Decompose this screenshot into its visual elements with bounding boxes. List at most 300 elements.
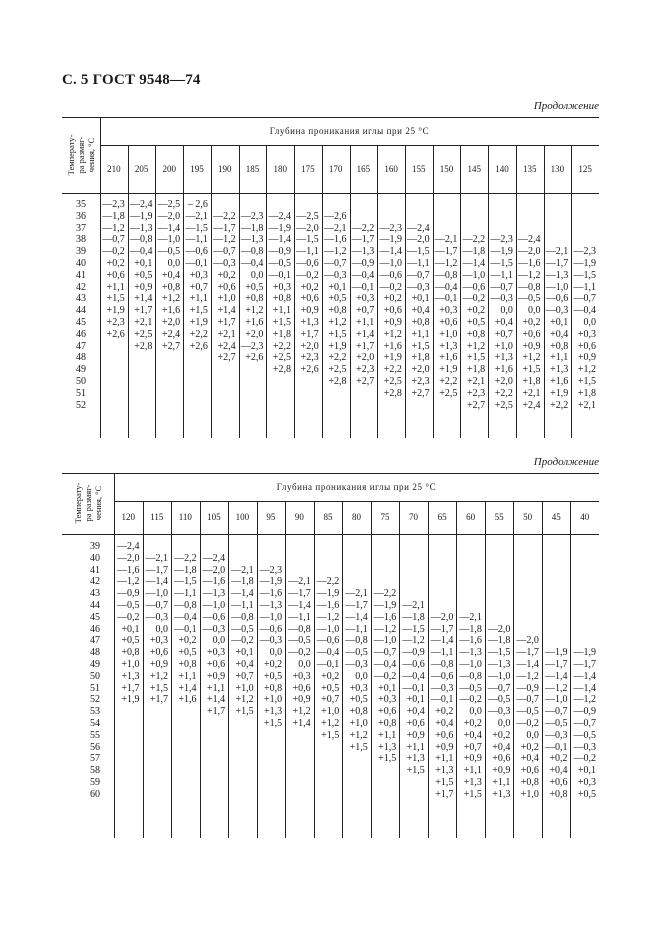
table-cell: —1,0 <box>544 694 568 706</box>
table-cell: +0,6 <box>520 765 539 777</box>
table-cell: +0,1 <box>550 317 569 328</box>
table-cell: +2,6 <box>300 364 319 376</box>
table-cell: +0,8 <box>466 328 486 340</box>
table-cell: +2,3 <box>300 352 319 364</box>
table-cell: 0,0 <box>167 258 181 269</box>
table-cell: +1,7 <box>206 706 226 718</box>
table-cell: —2,3 <box>259 564 283 576</box>
table-cell: +0,8 <box>550 340 569 352</box>
table-cell: 0,0 <box>269 647 283 659</box>
table-cell: +1,3 <box>406 753 425 765</box>
table-cell: +0,2 <box>549 753 568 765</box>
table-cell: —1,8 <box>487 635 511 647</box>
table-cell: —0,4 <box>240 258 264 269</box>
table-cell: —1,9 <box>573 647 596 659</box>
table-cell: —0,4 <box>373 659 397 670</box>
table-cell: +2,8 <box>328 376 347 387</box>
table-cell: +1,6 <box>162 305 181 317</box>
table-cell: —2,4 <box>518 234 541 246</box>
table-cell: +0,8 <box>121 647 140 659</box>
continuation-label-1: Продолжение <box>533 100 599 112</box>
table-cell: +0,3 <box>189 269 208 281</box>
penetration-table-2 <box>62 473 599 838</box>
table-cell: +1,2 <box>292 706 311 718</box>
table-cell: —1,7 <box>573 659 596 670</box>
table-cell: +0,3 <box>378 694 397 706</box>
table-cell: —0,6 <box>402 659 425 670</box>
table-cell: —0,3 <box>573 741 596 753</box>
table-cell: +0,3 <box>272 281 292 293</box>
table-cell: —2,0 <box>296 222 319 234</box>
table-cell: —1,4 <box>430 635 454 647</box>
table-cell: +1,2 <box>162 293 181 305</box>
table-cell: —0,7 <box>516 694 539 706</box>
depth-header: 100 <box>235 512 250 522</box>
table-cell: —1,4 <box>231 588 254 600</box>
table-cell: +0,2 <box>321 670 340 682</box>
table-cell: +1,0 <box>121 659 140 670</box>
table-cell: +2,7 <box>162 340 181 352</box>
table-cell: —0,7 <box>490 281 513 293</box>
table-cell: —0,2 <box>379 281 402 293</box>
temperature-value: 46 <box>90 623 100 635</box>
table-cell: +2,6 <box>106 328 125 340</box>
temperature-value: 38 <box>76 234 86 246</box>
depth-header: 190 <box>217 163 232 174</box>
table-cell: —0,1 <box>430 694 454 706</box>
temperature-value: 48 <box>76 352 86 364</box>
table-cell: +0,2 <box>520 741 539 753</box>
table-cell: +0,4 <box>463 729 482 741</box>
table-cell: +2,8 <box>134 340 153 352</box>
table-cell: —0,3 <box>345 659 368 670</box>
table-cell: —2,1 <box>459 611 482 623</box>
table-cell: —0,4 <box>402 670 425 682</box>
table-cell: +0,6 <box>106 269 125 281</box>
table-cell: +0,9 <box>463 753 482 765</box>
depth-header: 130 <box>550 163 565 174</box>
table-cell: +0,3 <box>439 305 458 317</box>
table-cell: +0,4 <box>494 317 513 328</box>
table-cell: +2,7 <box>411 387 430 399</box>
table-cell: —0,8 <box>174 600 197 611</box>
table-cell: —0,3 <box>544 729 568 741</box>
temperature-value: 45 <box>76 317 86 328</box>
penetration-span-label: Глубина проникания иглы при 25 °С <box>269 126 430 136</box>
table-cell: —0,9 <box>402 647 425 659</box>
table-cell: +1,2 <box>321 718 340 729</box>
table-cell: +0,8 <box>349 706 368 718</box>
table-cell: +1,4 <box>356 328 375 340</box>
table-cell: +0,1 <box>577 765 596 777</box>
depth-header: 210 <box>107 163 121 174</box>
table-cell: +1,5 <box>321 729 340 741</box>
table-cell: +0,1 <box>378 682 397 694</box>
depth-header: 115 <box>150 512 164 522</box>
table-cell: —1,8 <box>240 222 264 234</box>
table-cell: —0,4 <box>573 305 596 317</box>
table-cell: +1,0 <box>494 340 513 352</box>
table-cell: +1,1 <box>463 765 482 777</box>
table-cell: —1,2 <box>117 576 140 588</box>
table-cell: +1,3 <box>494 352 513 364</box>
table-cell: —2,3 <box>102 199 125 210</box>
table-cell: +0,3 <box>149 635 169 647</box>
table-cell: —0,7 <box>102 234 125 246</box>
depth-header: 145 <box>467 163 481 174</box>
table-cell: +1,6 <box>550 376 569 387</box>
table-cell: +1,2 <box>349 729 368 741</box>
table-cell: +0,8 <box>178 659 197 670</box>
depth-header: 60 <box>466 512 476 522</box>
table-cell: +2,0 <box>245 328 264 340</box>
table-cell: —0,5 <box>518 293 541 305</box>
temperature-value: 39 <box>90 541 100 552</box>
table-cell: +0,8 <box>520 777 539 788</box>
table-cell: +0,9 <box>149 659 169 670</box>
table-cell: —1,5 <box>490 258 513 269</box>
depth-header: 90 <box>294 512 304 522</box>
table-cell: +0,2 <box>463 718 482 729</box>
temperature-value: 35 <box>76 199 86 210</box>
table-cell: —1,7 <box>345 600 368 611</box>
table-cell: —1,9 <box>129 210 153 222</box>
table-cell: —1,6 <box>323 234 347 246</box>
table-cell: +2,2 <box>439 376 458 387</box>
temperature-header-label: Температу- ра размяг- чения, °С <box>73 482 103 524</box>
table-cell: +0,4 <box>162 269 181 281</box>
table-cell: —2,4 <box>129 199 153 210</box>
table-cell: —1,5 <box>407 246 430 258</box>
depth-header: 80 <box>351 512 361 522</box>
table-cell: +1,9 <box>550 387 569 399</box>
table-cell: +1,2 <box>328 317 347 328</box>
table-cell: +0,1 <box>411 293 430 305</box>
temperature-value: 58 <box>90 765 100 777</box>
temperature-value: 41 <box>76 269 86 281</box>
table-cell: —0,7 <box>145 600 169 611</box>
table-cell: —1,5 <box>174 576 197 588</box>
temperature-value: 52 <box>90 694 100 706</box>
depth-header: 45 <box>551 512 561 522</box>
table-cell: —1,9 <box>573 258 596 269</box>
depth-header: 110 <box>178 512 192 522</box>
table-cell: —0,8 <box>288 623 311 635</box>
table-cell: +0,9 <box>435 741 454 753</box>
table-cell: —2,4 <box>268 210 292 222</box>
temperature-value: 50 <box>90 670 100 682</box>
table-cell: —0,5 <box>345 647 368 659</box>
table-cell: 0,0 <box>298 659 311 670</box>
table-cell: +0,9 <box>406 729 425 741</box>
table-cell: +2,0 <box>162 317 181 328</box>
depth-header: 135 <box>522 163 537 174</box>
table-cell: —0,4 <box>351 269 375 281</box>
table-cell: +0,1 <box>235 647 254 659</box>
table-cell: +1,5 <box>272 317 292 328</box>
table-cell: —1,5 <box>487 647 511 659</box>
table-cell: —1,2 <box>316 611 340 623</box>
depth-header: 175 <box>301 163 315 174</box>
depth-header: 40 <box>580 512 590 522</box>
table-cell: —1,7 <box>145 564 169 576</box>
temperature-value: 51 <box>90 682 100 694</box>
depth-header: 195 <box>190 163 204 174</box>
table-cell: +1,8 <box>272 328 292 340</box>
table-cell: +0,4 <box>492 741 511 753</box>
table-cell: +2,5 <box>272 352 292 364</box>
table-cell: —2,1 <box>345 588 368 600</box>
depth-header: 155 <box>412 163 426 174</box>
table-cell: +0,2 <box>106 258 125 269</box>
table-cell: —0,2 <box>288 647 311 659</box>
table-cell: +0,7 <box>189 281 208 293</box>
table-cell: —1,2 <box>518 269 541 281</box>
table-cell: +0,6 <box>406 718 425 729</box>
table-cell: —2,5 <box>157 199 181 210</box>
table-cell: +1,4 <box>292 718 311 729</box>
temperature-value: 48 <box>90 647 100 659</box>
table-cell: —1,0 <box>259 611 283 623</box>
table-cell: —0,7 <box>544 706 568 718</box>
table-cell: —0,3 <box>323 269 347 281</box>
table-cell: +0,1 <box>328 281 347 293</box>
temperature-value: 39 <box>76 246 86 258</box>
table-cell: +2,0 <box>411 364 430 376</box>
penetration-span-label: Глубина проникания иглы при 25 °С <box>276 482 437 492</box>
table-cell: +1,5 <box>189 305 208 317</box>
table-cell: —0,9 <box>117 588 140 600</box>
table-cell: —1,8 <box>402 611 425 623</box>
table-cell: —1,9 <box>379 234 402 246</box>
table-cell: +1,2 <box>577 364 596 376</box>
table-cell: +2,5 <box>328 364 347 376</box>
table-cell: —0,8 <box>240 246 264 258</box>
table-cell: —1,3 <box>487 659 511 670</box>
table-cell: —0,3 <box>545 305 569 317</box>
table-cell: +0,4 <box>235 659 254 670</box>
table-cell: +0,9 <box>300 305 319 317</box>
table-cell: —1,2 <box>102 222 125 234</box>
table-cell: +1,2 <box>522 352 541 364</box>
table-cell: —1,1 <box>573 281 596 293</box>
table-cell: —0,8 <box>345 635 368 647</box>
depth-header: 165 <box>356 163 371 174</box>
table-cell: —0,7 <box>487 682 511 694</box>
table-cell: —0,1 <box>316 659 340 670</box>
table-cell: +0,8 <box>328 305 347 317</box>
table-cell: —0,5 <box>268 258 292 269</box>
temperature-value: 54 <box>90 718 100 729</box>
table-cell: +2,7 <box>356 376 375 387</box>
table-cell: +1,0 <box>235 682 254 694</box>
table-cell: —0,7 <box>573 718 596 729</box>
depth-header: 150 <box>439 163 454 174</box>
table-cell: +1,1 <box>435 753 454 765</box>
table-cell: —1,6 <box>459 635 482 647</box>
table-cell: +2,3 <box>411 376 430 387</box>
table-cell: 0,0 <box>500 305 513 317</box>
depth-header: 85 <box>323 512 333 522</box>
table-cell: +1,0 <box>217 293 236 305</box>
table-cell: +1,4 <box>134 293 153 305</box>
table-cell: +0,6 <box>435 729 454 741</box>
table-cell: +0,5 <box>349 694 368 706</box>
table-cell: +0,6 <box>292 682 311 694</box>
temperature-value: 40 <box>90 552 100 564</box>
table-cell: —0,5 <box>487 694 511 706</box>
table-cell: +1,7 <box>121 682 140 694</box>
table-cell: +0,6 <box>383 305 402 317</box>
table-cell: +0,6 <box>149 647 169 659</box>
table-cell: —1,2 <box>544 682 568 694</box>
table-cell: +1,1 <box>356 317 375 328</box>
table-cell: —0,6 <box>185 246 208 258</box>
depth-header: 95 <box>266 512 276 522</box>
table-cell: —0,6 <box>545 293 569 305</box>
table-cell: +1,3 <box>300 317 319 328</box>
temperature-value: 36 <box>76 210 86 222</box>
table-cell: +1,5 <box>577 376 596 387</box>
table-cell: +0,6 <box>577 340 596 352</box>
table-cell: —0,3 <box>259 635 283 647</box>
temperature-value: 37 <box>76 222 86 234</box>
table-cell: +1,8 <box>466 364 486 376</box>
table-cell: —1,4 <box>145 576 169 588</box>
table-cell: +2,1 <box>466 376 486 387</box>
table-cell: +0,4 <box>550 328 569 340</box>
table-cell: —1,2 <box>434 258 458 269</box>
table-cell: —0,9 <box>516 682 539 694</box>
table-cell: —1,9 <box>316 588 340 600</box>
table-cell: —2,3 <box>379 222 402 234</box>
table-cell: —0,6 <box>202 611 226 623</box>
temperature-value: 49 <box>76 364 86 376</box>
table-cell: —1,2 <box>323 246 347 258</box>
table-cell: —0,4 <box>434 281 458 293</box>
table-cell: —0,3 <box>213 258 236 269</box>
table-cell: +0,3 <box>577 328 596 340</box>
table-cell: —1,0 <box>487 670 511 682</box>
table-cell: —0,5 <box>459 682 482 694</box>
temperature-value: 44 <box>90 600 100 611</box>
table-cell: —1,4 <box>544 670 568 682</box>
table-cell: 0,0 <box>528 305 541 317</box>
table-cell: +1,9 <box>121 694 140 706</box>
table-cell: —0,1 <box>402 682 425 694</box>
table-cell: +1,9 <box>439 364 458 376</box>
table-cell: +1,7 <box>217 317 236 328</box>
table-cell: —1,1 <box>231 600 254 611</box>
table-cell: +1,8 <box>577 387 596 399</box>
table-cell: —1,4 <box>516 659 539 670</box>
depth-header: 70 <box>409 512 419 522</box>
table-cell: —0,1 <box>351 281 375 293</box>
table-cell: +1,0 <box>321 706 340 718</box>
temperature-value: 43 <box>76 293 86 305</box>
table-cell: +1,3 <box>121 670 140 682</box>
depth-header: 205 <box>134 163 149 174</box>
table-cell: —2,4 <box>117 541 140 552</box>
table-cell: +0,7 <box>356 305 375 317</box>
table-cell: +1,7 <box>356 340 375 352</box>
table-cell: – 2,6 <box>187 199 208 210</box>
table-cell: +2,8 <box>383 387 402 399</box>
table-cell: +0,3 <box>292 670 311 682</box>
table-cell: +1,5 <box>406 765 425 777</box>
table-cell: +1,0 <box>520 788 539 800</box>
table-cell: —0,4 <box>129 246 153 258</box>
temperature-value: 42 <box>90 576 100 588</box>
table-cell: —1,4 <box>345 611 368 623</box>
table-cell: +1,8 <box>522 376 541 387</box>
table-cell: —1,1 <box>174 588 197 600</box>
table-cell: —1,2 <box>402 635 425 647</box>
table-cell: —0,7 <box>573 293 596 305</box>
table-cell: 0,0 <box>526 729 539 741</box>
table-cell: —2,6 <box>323 210 347 222</box>
table-cell: +0,5 <box>121 635 140 647</box>
table-cell: —1,4 <box>157 222 181 234</box>
temperature-value: 57 <box>90 753 100 765</box>
page-header: С. 5 ГОСТ 9548—74 <box>62 72 201 88</box>
temperature-header-cell <box>62 117 101 192</box>
table-cell: —1,9 <box>259 576 283 588</box>
table-cell: +0,5 <box>134 269 153 281</box>
table-cell: +0,7 <box>235 670 254 682</box>
table-cell: +1,1 <box>189 293 208 305</box>
table-cell: 0,0 <box>212 635 226 647</box>
table-cell: —2,3 <box>240 340 264 352</box>
table-cell: —1,9 <box>544 647 568 659</box>
table-cell: —1,9 <box>490 246 513 258</box>
table-cell: +1,3 <box>439 340 458 352</box>
table-cell: +1,2 <box>383 328 402 340</box>
table-cell: +0,2 <box>383 293 402 305</box>
table-cell: —0,8 <box>430 659 454 670</box>
table-cell: +0,6 <box>378 706 397 718</box>
table-cell: +0,7 <box>494 328 513 340</box>
table-cell: —1,6 <box>117 564 140 576</box>
table-cell: —1,0 <box>379 258 402 269</box>
table-cell: —1,7 <box>213 222 236 234</box>
table-cell: —0,6 <box>316 635 340 647</box>
table-cell: —0,3 <box>145 611 169 623</box>
table-cell: —2,1 <box>434 234 458 246</box>
table-cell: —1,1 <box>407 258 430 269</box>
table-cell: +0,6 <box>300 293 319 305</box>
table-cell: +1,5 <box>466 352 486 364</box>
table-cell: +0,1 <box>406 694 425 706</box>
table-cell: —2,2 <box>174 552 197 564</box>
table-cell: —0,7 <box>373 647 397 659</box>
temperature-value: 51 <box>76 387 86 399</box>
table-cell: +0,4 <box>549 765 568 777</box>
table-cell: +2,0 <box>300 340 319 352</box>
table-cell: +1,5 <box>349 741 368 753</box>
table-cell: —2,5 <box>296 210 319 222</box>
table-cell: —1,3 <box>459 647 482 659</box>
table-cell: —2,3 <box>240 210 264 222</box>
table-cell: +1,1 <box>178 670 197 682</box>
table-cell: —1,6 <box>518 258 541 269</box>
table-cell: +0,3 <box>206 647 226 659</box>
table-cell: +2,2 <box>494 387 513 399</box>
table-cell: +0,5 <box>245 281 264 293</box>
table-cell: +1,6 <box>494 364 513 376</box>
table-cell: +0,8 <box>549 788 568 800</box>
table-cell: +1,1 <box>492 777 511 788</box>
